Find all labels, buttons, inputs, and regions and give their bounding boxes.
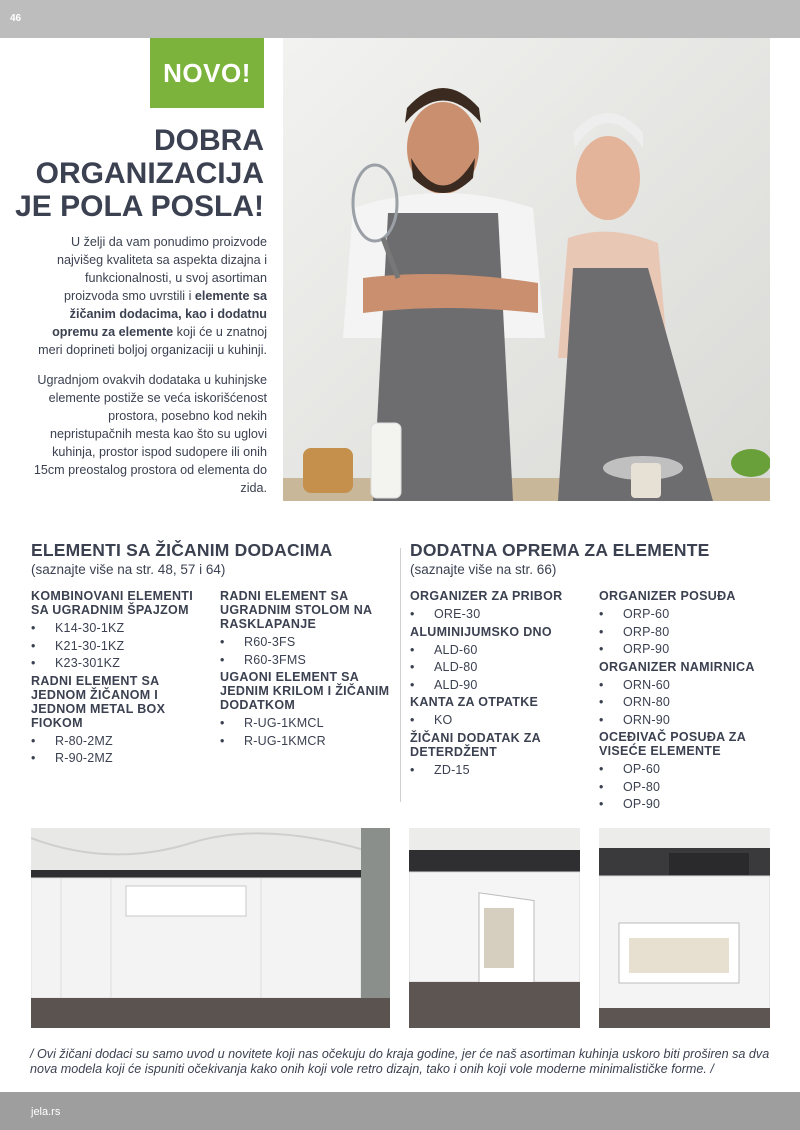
left-col-1 bbox=[31, 586, 211, 769]
kitchen-illustration-2 bbox=[409, 828, 580, 1028]
list-item: • ALD-80 bbox=[410, 660, 590, 674]
intro-p1-start: U želji da vam ponudimo proizvode najvišeg kvaliteta sa aspekta dizajna i funkcionalnosti, u svoj asortiman proizvoda smo uvrstili i bbox=[56, 235, 267, 303]
list-item: • ORN-60 bbox=[599, 678, 779, 692]
list-item: • ORP-80 bbox=[599, 625, 779, 639]
headline-line-3: JE POLA POSLA! bbox=[15, 190, 264, 223]
category-label: RADNI ELEMENT SA UGRADNIM STOLOM NA RASKLAPANJE bbox=[220, 589, 372, 631]
list-item: • R-UG-1KMCL bbox=[220, 716, 390, 730]
right-section-title: DODATNA OPREMA ZA ELEMENTE bbox=[410, 540, 710, 560]
category-label: ORGANIZER ZA PRIBOR bbox=[410, 589, 563, 603]
category-label: KOMBINOVANI ELEMENTI SA UGRADNIM ŠPAJZOM bbox=[31, 589, 194, 617]
category-label: ORGANIZER POSUĐA bbox=[599, 589, 736, 603]
headline-line-2: ORGANIZACIJA bbox=[35, 157, 264, 190]
category-label: UGAONI ELEMENT SA JEDNIM KRILOM I ŽIČANIM DODATKOM bbox=[220, 670, 390, 712]
footer-note: / Ovi žičani dodaci su samo uvod u novitete koji nas očekuju do kraja godine, jer će naš asortiman kuhinja uskoro biti proširen sa dva nova modela koji će ispuniti očekivanja kako onih koji vole retro dizajn, tako i onih koji vole moderne minimalističke forme. / bbox=[30, 1047, 770, 1076]
list-item: • OP-80 bbox=[599, 780, 779, 794]
kitchen-photo-1 bbox=[31, 828, 390, 1028]
list-item: • R60-3FMS bbox=[220, 653, 390, 667]
column-divider bbox=[400, 548, 401, 802]
list-item: • ORP-60 bbox=[599, 607, 779, 621]
category-label: ŽIČANI DODATAK ZA DETERDŽENT bbox=[410, 730, 541, 759]
hero-photo bbox=[283, 38, 770, 501]
category-label: ALUMINIJUMSKO DNO bbox=[410, 624, 552, 639]
list-item: • K14-30-1KZ bbox=[31, 621, 211, 635]
headline-line-1: DOBRA bbox=[154, 124, 264, 157]
list-item: • R-90-2MZ bbox=[31, 751, 211, 765]
list-item: • R-UG-1KMCR bbox=[220, 734, 390, 748]
category-label: RADNI ELEMENT SA JEDNOM ŽIČANOM I JEDNOM METAL BOX FIOKOM bbox=[31, 673, 166, 730]
new-badge: NOVO! bbox=[150, 38, 264, 108]
category-label: KANTA ZA OTPATKE bbox=[410, 695, 539, 709]
chefs-illustration bbox=[283, 38, 770, 501]
kitchen-illustration-3 bbox=[599, 828, 770, 1028]
list-item: • OP-60 bbox=[599, 762, 779, 776]
left-section-title: ELEMENTI SA ŽIČANIM DODACIMA bbox=[31, 540, 333, 560]
list-item: • KO bbox=[410, 713, 590, 727]
bottom-bar bbox=[0, 1092, 800, 1130]
site-link[interactable]: jela.rs bbox=[31, 1106, 61, 1118]
list-item: • ORN-90 bbox=[599, 713, 779, 727]
top-bar bbox=[0, 0, 800, 38]
list-item: • K23-301KZ bbox=[31, 656, 211, 670]
right-col-2 bbox=[599, 586, 779, 815]
intro-p1-bold: elemente sa žičanim dodacima, kao i dodatnu opremu za elemente bbox=[52, 289, 267, 339]
intro-p1-end: koji će u znatnoj meri doprineti boljoj organizaciji u kuhinji. bbox=[38, 325, 267, 357]
intro-paragraph-1 bbox=[27, 233, 267, 359]
list-item: • K21-30-1KZ bbox=[31, 639, 211, 653]
list-item: • ORP-90 bbox=[599, 642, 779, 656]
kitchen-photo-3 bbox=[599, 828, 770, 1028]
kitchen-illustration-1 bbox=[31, 828, 390, 1028]
list-item: • OP-90 bbox=[599, 797, 779, 811]
kitchen-photo-2 bbox=[409, 828, 580, 1028]
intro-paragraph-2: Ugradnjom ovakvih dodataka u kuhinjske elemente postiže se veća iskorišćenost prostora, posebno kod nekih nepristupačnih mesta kao što su uglovi kuhinja, prostor ispod sudopere ili onih 15cm preostalog prostora od elementa do zida. bbox=[33, 373, 267, 495]
list-item: • ORN-80 bbox=[599, 695, 779, 709]
left-section-subtitle: (saznajte više na str. 48, 57 i 64) bbox=[31, 562, 226, 577]
intro-text bbox=[27, 233, 267, 509]
list-item: • ALD-90 bbox=[410, 678, 590, 692]
page-headline bbox=[4, 124, 264, 223]
left-col-2 bbox=[220, 586, 390, 751]
right-section-subtitle: (saznajte više na str. 66) bbox=[410, 562, 557, 577]
list-item: • ALD-60 bbox=[410, 643, 590, 657]
right-col-1 bbox=[410, 586, 590, 780]
list-item: • R60-3FS bbox=[220, 635, 390, 649]
list-item: • R-80-2MZ bbox=[31, 734, 211, 748]
category-label: OCEĐIVAČ POSUĐA ZA VISEĆE ELEMENTE bbox=[599, 730, 746, 758]
page-number: 46 bbox=[10, 13, 22, 24]
list-item: • ZD-15 bbox=[410, 763, 590, 777]
category-label: ORGANIZER NAMIRNICA bbox=[599, 659, 755, 674]
list-item: • ORE-30 bbox=[410, 607, 590, 621]
